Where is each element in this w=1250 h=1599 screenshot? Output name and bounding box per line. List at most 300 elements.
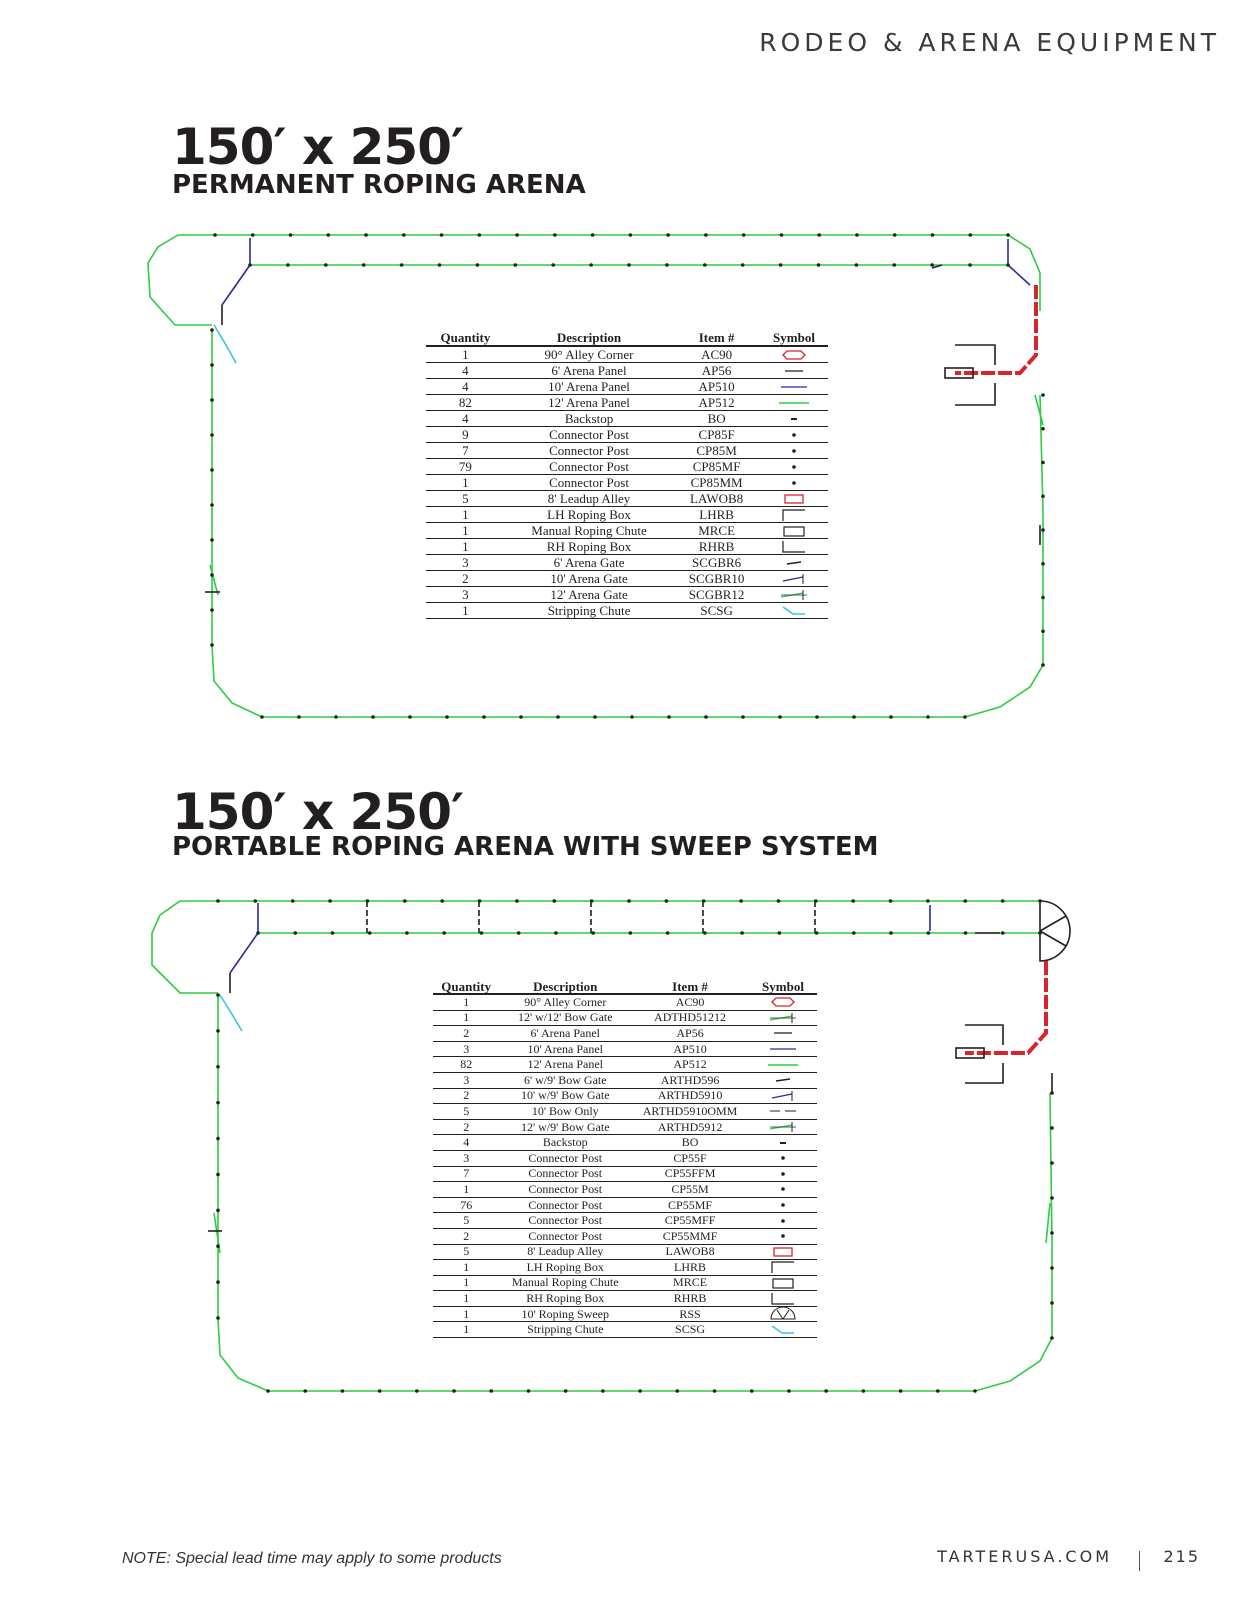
bow-only-icon <box>749 1104 817 1120</box>
cell-item-number: LHRB <box>673 507 760 523</box>
cell-item-number: AP510 <box>673 379 760 395</box>
connector-post-icon <box>297 715 301 719</box>
table-row <box>426 491 828 507</box>
table-row <box>433 1026 817 1042</box>
connector-post-icon <box>210 608 214 612</box>
table-row <box>426 587 828 603</box>
connector-post-icon <box>556 715 560 719</box>
cell-description: Backstop <box>505 411 673 427</box>
connector-post-icon <box>210 398 214 402</box>
cell-description: 12' w/9' Bow Gate <box>499 1119 631 1135</box>
connector-post-icon <box>591 233 595 237</box>
cell-description: Connector Post <box>499 1182 631 1198</box>
cell-item-number: MRCE <box>673 523 760 539</box>
connector-post-icon <box>216 1173 220 1177</box>
connector-post-icon <box>519 715 523 719</box>
cell-quantity: 1 <box>426 507 505 523</box>
cell-item-number: ARTHD5910 <box>631 1088 749 1104</box>
cell-item-number: ARTHD5910OMM <box>631 1104 749 1120</box>
arena1-title: 150′ x 250′ <box>172 118 464 176</box>
cell-item-number: CP55MMF <box>631 1228 749 1244</box>
connector-post-icon <box>862 1389 866 1393</box>
connector-post-icon <box>438 263 442 267</box>
connector-post-icon <box>291 899 295 903</box>
cell-quantity: 3 <box>426 555 505 571</box>
post-icon <box>749 1213 817 1229</box>
cell-description: Connector Post <box>505 475 673 491</box>
connector-post-icon <box>926 931 930 935</box>
connector-post-icon <box>1041 663 1045 667</box>
connector-post-icon <box>703 931 707 935</box>
panel-blue-icon <box>760 379 828 395</box>
connector-post-icon <box>741 263 745 267</box>
connector-post-icon <box>815 715 819 719</box>
table-row <box>433 1275 817 1291</box>
connector-post-icon <box>889 931 893 935</box>
arena2-subtitle: PORTABLE ROPING ARENA WITH SWEEP SYSTEM <box>172 832 879 862</box>
stripping-icon <box>760 603 828 619</box>
cell-description: Connector Post <box>499 1150 631 1166</box>
connector-post-icon <box>778 715 782 719</box>
connector-post-icon <box>778 931 782 935</box>
lh-box-icon <box>749 1260 817 1276</box>
connector-post-icon <box>704 715 708 719</box>
gate-small-icon <box>760 555 828 571</box>
connector-post-icon <box>926 715 930 719</box>
panel-black-icon <box>749 1026 817 1042</box>
connector-post-icon <box>216 993 220 997</box>
cell-quantity: 2 <box>433 1119 499 1135</box>
connector-post-icon <box>817 263 821 267</box>
table-row <box>433 1041 817 1057</box>
cell-quantity: 1 <box>426 346 505 363</box>
cell-description: 10' Roping Sweep <box>499 1306 631 1322</box>
cell-quantity: 76 <box>433 1197 499 1213</box>
cell-quantity: 5 <box>433 1104 499 1120</box>
connector-post-icon <box>963 715 967 719</box>
sweep-icon <box>749 1306 817 1322</box>
chute-icon <box>749 1275 817 1291</box>
connector-post-icon <box>889 715 893 719</box>
panel-blue-icon <box>749 1041 817 1057</box>
connector-post-icon <box>293 931 297 935</box>
page-number: 215 <box>1163 1547 1200 1566</box>
connector-post-icon <box>371 715 375 719</box>
cell-quantity: 1 <box>426 523 505 539</box>
table-row <box>426 427 828 443</box>
leadup-icon <box>749 1244 817 1260</box>
cell-item-number: SCGBR6 <box>673 555 760 571</box>
connector-post-icon <box>1041 562 1045 566</box>
cell-description: 6' Arena Gate <box>505 555 673 571</box>
cell-item-number: RSS <box>631 1306 749 1322</box>
rh-box-icon <box>760 539 828 555</box>
connector-post-icon <box>590 899 594 903</box>
connector-post-icon <box>926 899 930 903</box>
connector-post-icon <box>741 715 745 719</box>
connector-post-icon <box>445 715 449 719</box>
cell-quantity: 2 <box>433 1026 499 1042</box>
cell-quantity: 79 <box>426 459 505 475</box>
connector-post-icon <box>552 899 556 903</box>
connector-post-icon <box>210 573 214 577</box>
connector-post-icon <box>210 643 214 647</box>
cell-item-number: AP512 <box>673 395 760 411</box>
gate-green-icon <box>760 587 828 603</box>
cell-description: 10' Arena Panel <box>499 1041 631 1057</box>
cell-description: 10' Bow Only <box>499 1104 631 1120</box>
connector-post-icon <box>515 233 519 237</box>
connector-post-icon <box>630 715 634 719</box>
connector-post-icon <box>216 1137 220 1141</box>
cell-description: 90° Alley Corner <box>499 994 631 1010</box>
connector-post-icon <box>286 263 290 267</box>
col-symbol: Symbol <box>760 330 828 346</box>
cell-description: Connector Post <box>499 1197 631 1213</box>
footer-divider <box>1139 1551 1140 1571</box>
cell-quantity: 7 <box>433 1166 499 1182</box>
post-icon <box>749 1228 817 1244</box>
arena2-title: 150′ x 250′ <box>172 783 464 841</box>
connector-post-icon <box>1038 931 1042 935</box>
connector-post-icon <box>855 233 859 237</box>
cell-description: Manual Roping Chute <box>505 523 673 539</box>
connector-post-icon <box>334 715 338 719</box>
cell-item-number: CP85MF <box>673 459 760 475</box>
post-icon <box>749 1197 817 1213</box>
table-row <box>426 411 828 427</box>
cell-item-number: CP55MFF <box>631 1213 749 1229</box>
table-row <box>426 539 828 555</box>
connector-post-icon <box>442 931 446 935</box>
post-icon <box>760 475 828 491</box>
connector-post-icon <box>1041 393 1045 397</box>
connector-post-icon <box>817 233 821 237</box>
cell-item-number: CP55FFM <box>631 1166 749 1182</box>
cell-quantity: 5 <box>433 1244 499 1260</box>
connector-post-icon <box>515 899 519 903</box>
panel-green-icon <box>749 1057 817 1073</box>
connector-post-icon <box>889 899 893 903</box>
connector-post-icon <box>216 899 220 903</box>
connector-post-icon <box>364 233 368 237</box>
post-icon <box>749 1150 817 1166</box>
connector-post-icon <box>554 931 558 935</box>
connector-post-icon <box>638 1389 642 1393</box>
connector-post-icon <box>216 1280 220 1284</box>
connector-post-icon <box>1006 263 1010 267</box>
arena2-legend-table <box>433 980 817 1338</box>
cell-item-number: CP85F <box>673 427 760 443</box>
cell-description: Stripping Chute <box>505 603 673 619</box>
connector-post-icon <box>893 233 897 237</box>
post-icon <box>749 1182 817 1198</box>
connector-post-icon <box>666 233 670 237</box>
connector-post-icon <box>341 1389 345 1393</box>
table-row <box>433 1104 817 1120</box>
cell-quantity: 1 <box>433 1010 499 1026</box>
table-row <box>426 363 828 379</box>
connector-post-icon <box>589 263 593 267</box>
panel-green-icon <box>760 395 828 411</box>
connector-post-icon <box>1041 596 1045 600</box>
lh-box-icon <box>760 507 828 523</box>
connector-post-icon <box>704 233 708 237</box>
backstop-icon <box>760 411 828 427</box>
table-row <box>426 523 828 539</box>
connector-post-icon <box>629 931 633 935</box>
table-row <box>433 1260 817 1276</box>
col-symbol: Symbol <box>749 980 817 994</box>
cell-quantity: 4 <box>426 363 505 379</box>
table-row <box>433 1119 817 1135</box>
connector-post-icon <box>936 1389 940 1393</box>
cell-item-number: SCGBR10 <box>673 571 760 587</box>
section-label: RODEO & ARENA EQUIPMENT <box>759 28 1220 57</box>
cell-quantity: 1 <box>433 1182 499 1198</box>
cell-description: RH Roping Box <box>499 1291 631 1307</box>
cell-quantity: 1 <box>433 1291 499 1307</box>
cell-description: 8' Leadup Alley <box>499 1244 631 1260</box>
connector-post-icon <box>973 1389 977 1393</box>
stripping-icon <box>749 1322 817 1338</box>
cell-quantity: 1 <box>426 539 505 555</box>
table-row <box>433 1135 817 1151</box>
connector-post-icon <box>1050 1196 1054 1200</box>
cell-item-number: CP55MF <box>631 1197 749 1213</box>
connector-post-icon <box>368 931 372 935</box>
connector-post-icon <box>750 1389 754 1393</box>
connector-post-icon <box>824 1389 828 1393</box>
leadup-icon <box>760 491 828 507</box>
connector-post-icon <box>968 233 972 237</box>
connector-post-icon <box>378 1389 382 1393</box>
table-row <box>426 459 828 475</box>
connector-post-icon <box>968 263 972 267</box>
gate-green-icon <box>749 1119 817 1135</box>
connector-post-icon <box>1001 899 1005 903</box>
connector-post-icon <box>629 233 633 237</box>
connector-post-icon <box>216 1029 220 1033</box>
cell-description: 12' Arena Panel <box>505 395 673 411</box>
cell-description: 12' w/12' Bow Gate <box>499 1010 631 1026</box>
cell-quantity: 1 <box>426 603 505 619</box>
cell-item-number: CP55M <box>631 1182 749 1198</box>
cell-description: 6' Arena Panel <box>505 363 673 379</box>
cell-item-number: CP85M <box>673 443 760 459</box>
cell-item-number: ARTHD5912 <box>631 1119 749 1135</box>
cell-description: 6' Arena Panel <box>499 1026 631 1042</box>
connector-post-icon <box>893 263 897 267</box>
cell-quantity: 9 <box>426 427 505 443</box>
cell-description: LH Roping Box <box>499 1260 631 1276</box>
cell-description: Manual Roping Chute <box>499 1275 631 1291</box>
connector-post-icon <box>814 899 818 903</box>
connector-post-icon <box>514 263 518 267</box>
cell-quantity: 5 <box>433 1213 499 1229</box>
cell-quantity: 7 <box>426 443 505 459</box>
connector-post-icon <box>527 1389 531 1393</box>
connector-post-icon <box>403 899 407 903</box>
connector-post-icon <box>210 538 214 542</box>
connector-post-icon <box>564 1389 568 1393</box>
table-row <box>433 1072 817 1088</box>
connector-post-icon <box>551 263 555 267</box>
connector-post-icon <box>213 233 217 237</box>
cell-quantity: 2 <box>426 571 505 587</box>
table-row <box>433 1291 817 1307</box>
connector-post-icon <box>216 1101 220 1105</box>
cell-quantity: 3 <box>433 1150 499 1166</box>
connector-post-icon <box>478 899 482 903</box>
table-row <box>433 1322 817 1338</box>
cell-description: 10' w/9' Bow Gate <box>499 1088 631 1104</box>
connector-post-icon <box>1050 1266 1054 1270</box>
cell-item-number: AP56 <box>631 1026 749 1042</box>
table-row <box>433 1088 817 1104</box>
arena1-subtitle: PERMANENT ROPING ARENA <box>172 170 586 200</box>
connector-post-icon <box>400 263 404 267</box>
cell-description: Connector Post <box>505 427 673 443</box>
cell-item-number: MRCE <box>631 1275 749 1291</box>
connector-post-icon <box>852 931 856 935</box>
table-row <box>426 379 828 395</box>
connector-post-icon <box>742 233 746 237</box>
col-description: Description <box>499 980 631 994</box>
table-row <box>426 395 828 411</box>
cell-quantity: 5 <box>426 491 505 507</box>
connector-post-icon <box>787 1389 791 1393</box>
cell-description: 12' Arena Panel <box>499 1057 631 1073</box>
table-row <box>426 571 828 587</box>
cell-quantity: 3 <box>433 1041 499 1057</box>
connector-post-icon <box>777 899 781 903</box>
connector-post-icon <box>1050 1336 1054 1340</box>
gate-blue-icon <box>760 571 828 587</box>
connector-post-icon <box>779 263 783 267</box>
cell-item-number: LAWOB8 <box>673 491 760 507</box>
cell-item-number: SCSG <box>673 603 760 619</box>
cell-item-number: LAWOB8 <box>631 1244 749 1260</box>
connector-post-icon <box>1041 427 1045 431</box>
connector-post-icon <box>408 715 412 719</box>
cell-item-number: SCSG <box>631 1322 749 1338</box>
table-row <box>433 1182 817 1198</box>
connector-post-icon <box>248 263 252 267</box>
table-row <box>433 1166 817 1182</box>
cell-item-number: AC90 <box>673 346 760 363</box>
connector-post-icon <box>1006 233 1010 237</box>
connector-post-icon <box>210 433 214 437</box>
footer-website-link[interactable]: TARTERUSA.COM <box>937 1547 1112 1566</box>
connector-post-icon <box>489 1389 493 1393</box>
cell-description: 8' Leadup Alley <box>505 491 673 507</box>
table-row <box>433 1057 817 1073</box>
connector-post-icon <box>1050 1161 1054 1165</box>
connector-post-icon <box>260 715 264 719</box>
gate-green-icon <box>749 1010 817 1026</box>
connector-post-icon <box>1041 629 1045 633</box>
table-row <box>433 1228 817 1244</box>
cell-quantity: 1 <box>433 1306 499 1322</box>
connector-post-icon <box>324 263 328 267</box>
connector-post-icon <box>256 931 260 935</box>
connector-post-icon <box>476 263 480 267</box>
connector-post-icon <box>289 233 293 237</box>
connector-post-icon <box>1001 931 1005 935</box>
col-item: Item # <box>631 980 749 994</box>
cell-item-number: AP510 <box>631 1041 749 1057</box>
post-icon <box>760 459 828 475</box>
cell-item-number: BO <box>631 1135 749 1151</box>
connector-post-icon <box>480 931 484 935</box>
cell-item-number: ADTHD51212 <box>631 1010 749 1026</box>
connector-post-icon <box>851 899 855 903</box>
cell-quantity: 3 <box>433 1072 499 1088</box>
cell-description: Stripping Chute <box>499 1322 631 1338</box>
cell-description: Connector Post <box>499 1228 631 1244</box>
connector-post-icon <box>601 1389 605 1393</box>
connector-post-icon <box>899 1389 903 1393</box>
footer-note: NOTE: Special lead time may apply to some products <box>122 1550 502 1567</box>
connector-post-icon <box>210 503 214 507</box>
connector-post-icon <box>739 899 743 903</box>
cell-description: 12' Arena Gate <box>505 587 673 603</box>
cell-description: Connector Post <box>505 443 673 459</box>
cell-quantity: 4 <box>426 411 505 427</box>
connector-post-icon <box>402 233 406 237</box>
connector-post-icon <box>1041 494 1045 498</box>
table-row <box>433 1244 817 1260</box>
connector-post-icon <box>780 233 784 237</box>
col-item: Item # <box>673 330 760 346</box>
table-row <box>433 994 817 1010</box>
connector-post-icon <box>440 899 444 903</box>
connector-post-icon <box>216 1244 220 1248</box>
table-row <box>433 1150 817 1166</box>
cell-description: Connector Post <box>505 459 673 475</box>
connector-post-icon <box>326 233 330 237</box>
alley-corner-icon <box>749 994 817 1010</box>
panel-black-icon <box>760 363 828 379</box>
connector-post-icon <box>665 899 669 903</box>
cell-item-number: SCGBR12 <box>673 587 760 603</box>
post-icon <box>749 1166 817 1182</box>
cell-item-number: RHRB <box>673 539 760 555</box>
connector-post-icon <box>331 931 335 935</box>
connector-post-icon <box>930 263 934 267</box>
cell-item-number: LHRB <box>631 1260 749 1276</box>
cell-item-number: ARTHD596 <box>631 1072 749 1088</box>
connector-post-icon <box>855 263 859 267</box>
connector-post-icon <box>478 233 482 237</box>
connector-post-icon <box>667 715 671 719</box>
connector-post-icon <box>1050 1231 1054 1235</box>
cell-quantity: 82 <box>426 395 505 411</box>
connector-post-icon <box>328 899 332 903</box>
connector-post-icon <box>665 263 669 267</box>
col-quantity: Quantity <box>433 980 499 994</box>
arena1-legend-table <box>426 330 828 619</box>
gate-small-icon <box>749 1072 817 1088</box>
cell-quantity: 3 <box>426 587 505 603</box>
connector-post-icon <box>963 899 967 903</box>
table-row <box>433 1010 817 1026</box>
connector-post-icon <box>366 899 370 903</box>
cell-item-number: BO <box>673 411 760 427</box>
cell-quantity: 1 <box>426 475 505 491</box>
table-row <box>426 475 828 491</box>
